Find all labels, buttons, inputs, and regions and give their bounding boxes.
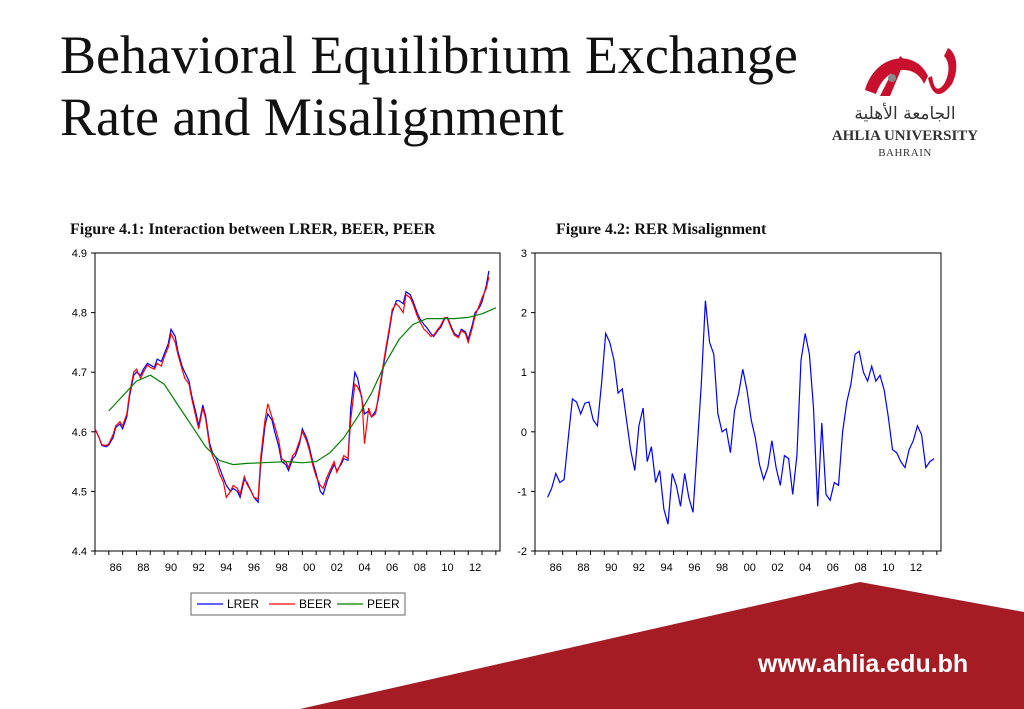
legend-label-lrer: LRER <box>227 597 260 611</box>
fig2-y-tick-label: 1 <box>520 367 527 380</box>
fig2-y-tick-label: 2 <box>520 307 527 320</box>
fig2-x-tick-label: 94 <box>660 562 673 574</box>
logo-country-text: BAHRAIN <box>878 147 932 159</box>
fig1-y-tick-label: 4.6 <box>71 426 87 439</box>
fig2-y-tick-label: 3 <box>520 248 527 260</box>
fig1-x-tick-label: 08 <box>413 562 426 574</box>
fig2-x-tick-label: 88 <box>577 562 590 574</box>
fig2-y-tick-label: -2 <box>517 546 527 558</box>
slide-title-line1: Behavioral Equilibrium Exchange <box>60 25 798 85</box>
fig1-x-tick-label: 92 <box>192 562 205 574</box>
website-link[interactable]: www.ahlia.edu.bh <box>758 650 969 678</box>
fig1-x-tick-label: 10 <box>441 562 454 574</box>
fig2-plot-frame <box>535 253 941 551</box>
fig1-plot-frame <box>95 253 500 551</box>
fig1-x-tick-label: 00 <box>303 562 316 574</box>
fig1-x-tick-label: 88 <box>137 562 150 574</box>
fig2-x-tick-label: 92 <box>632 562 646 574</box>
fig2-x-tick-label: 86 <box>549 562 562 574</box>
fig1-series-beer-line <box>95 277 489 499</box>
fig2-y-tick-label: -1 <box>517 486 527 499</box>
fig2-x-tick-label: 08 <box>854 562 867 574</box>
fig1-y-tick-label: 4.8 <box>71 307 87 320</box>
fig1-y-tick-label: 4.5 <box>71 486 87 499</box>
fig2-x-tick-label: 06 <box>826 562 840 574</box>
fig1-y-tick-label: 4.7 <box>71 367 87 380</box>
fig2-x-tick-label: 96 <box>688 562 701 574</box>
fig1-x-tick-label: 12 <box>468 562 482 574</box>
fig1-y-tick-label: 4.4 <box>71 546 87 558</box>
logo-arabic-text: الجامعة الأهلية <box>854 104 956 124</box>
legend-label-peer: PEER <box>367 597 400 611</box>
figure-4-2-title: Figure 4.2: RER Misalignment <box>556 221 767 238</box>
fig1-x-tick-label: 96 <box>247 562 261 574</box>
slide-title-line2: Rate and Misalignment <box>60 87 564 147</box>
fig2-x-tick-label: 10 <box>882 562 895 574</box>
fig2-x-tick-label: 04 <box>799 562 812 574</box>
fig1-y-tick-label: 4.9 <box>71 248 87 260</box>
logo-english-text: AHLIA UNIVERSITY <box>831 128 979 144</box>
fig1-x-tick-label: 98 <box>275 562 288 574</box>
fig2-y-tick-label: 0 <box>520 426 527 439</box>
fig1-x-tick-label: 94 <box>220 562 233 574</box>
fig2-x-tick-label: 90 <box>605 562 618 574</box>
fig1-x-tick-label: 02 <box>330 562 344 574</box>
fig2-x-tick-label: 02 <box>771 562 784 574</box>
fig1-series-lrer-line <box>95 271 489 502</box>
fig1-x-tick-label: 06 <box>386 562 399 574</box>
fig1-x-tick-label: 04 <box>358 562 371 574</box>
legend-label-beer: BEER <box>299 597 332 611</box>
fig2-x-tick-label: 00 <box>743 562 756 574</box>
fig2-x-tick-label: 98 <box>715 562 729 574</box>
fig2-x-tick-label: 12 <box>909 562 923 574</box>
figure-4-1-title: Figure 4.1: Interaction between LRER, BEER, PEER <box>70 221 436 238</box>
fig1-x-tick-label: 90 <box>164 562 178 574</box>
fig2-series-misalignment-line <box>548 301 935 525</box>
fig1-x-tick-label: 86 <box>109 562 122 574</box>
